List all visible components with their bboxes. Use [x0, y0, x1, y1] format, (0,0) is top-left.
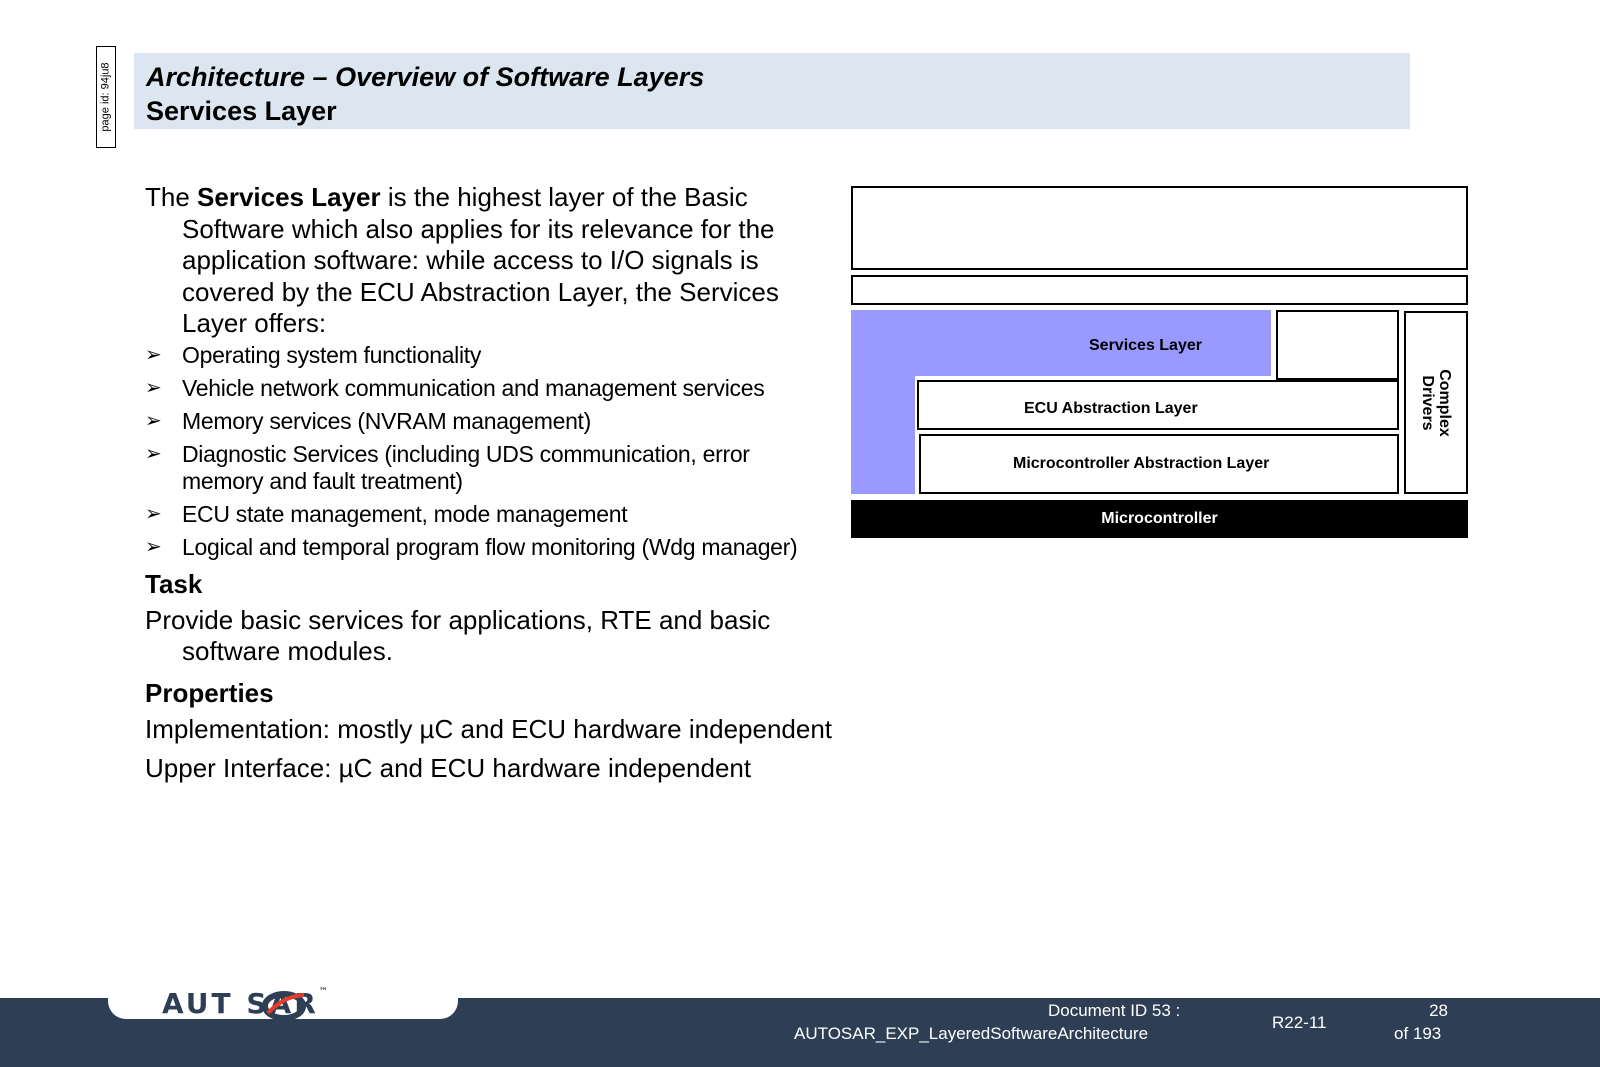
- services-layer-label: Services Layer: [1089, 337, 1202, 354]
- page-title: Architecture – Overview of Software Layers: [146, 62, 705, 92]
- task-text: Provide basic services for applications, RTE and basic software modules.: [145, 604, 771, 666]
- page-number: 28: [1429, 1001, 1448, 1020]
- doc-id-label: Document ID 53 :: [1048, 1001, 1181, 1020]
- arrow-bullet-icon: ➢: [145, 409, 162, 432]
- properties-heading: Properties: [145, 677, 274, 708]
- complex-drivers-label: Complex Drivers: [1419, 368, 1453, 437]
- services-list: [145, 342, 835, 561]
- intro-paragraph: [145, 182, 835, 340]
- arrow-bullet-icon: ➢: [145, 502, 162, 525]
- intro-rest: is the highest layer of the Basic Software which also applies for its relevance for the application software: while access to I/O signals is covered by the ECU Abstraction Layer, the Services Layer offers:: [182, 182, 779, 338]
- implementation-text: Implementation: mostly µC and ECU hardware independent: [145, 713, 833, 744]
- arrow-bullet-icon: ➢: [145, 535, 162, 558]
- trademark-mark: ™: [318, 987, 328, 997]
- page-total: of 193: [1394, 1024, 1442, 1043]
- doc-name: AUTOSAR_EXP_LayeredSoftwareArchitecture: [794, 1024, 1149, 1043]
- list-item: ➢ Operating system functionality: [145, 341, 482, 368]
- application-layer-box: [851, 186, 1468, 270]
- microcontroller-label: Microcontroller: [1101, 510, 1218, 527]
- layer-diagram: [851, 186, 1468, 538]
- autosar-logo: AUT SAR™: [162, 987, 328, 1020]
- ecu-abstraction-label: ECU Abstraction Layer: [1024, 400, 1198, 417]
- task-heading: Task: [145, 568, 203, 599]
- list-item: ➢ Vehicle network communication and management services: [145, 374, 765, 401]
- list-item: ➢ Memory services (NVRAM management): [145, 407, 592, 434]
- arrow-bullet-icon: ➢: [145, 343, 162, 366]
- logo-o-icon: [262, 991, 306, 1021]
- release-label: R22-11: [1272, 1013, 1327, 1032]
- complex-drivers-box: [1404, 311, 1468, 494]
- arrow-bullet-icon: ➢: [145, 442, 162, 465]
- upper-interface-text: Upper Interface: µC and ECU hardware independent: [145, 753, 752, 783]
- mcal-label: Microcontroller Abstraction Layer: [1013, 455, 1270, 472]
- services-layer-box: [1276, 310, 1399, 380]
- main-content: [145, 182, 835, 785]
- page-id-box: [96, 46, 116, 148]
- list-item: ➢ Diagnostic Services (including UDS communication, error memory and fault treatment): [145, 440, 750, 494]
- intro-bold: Services Layer: [197, 182, 381, 212]
- rte-box: [851, 275, 1468, 305]
- intro-prefix: The: [145, 182, 198, 212]
- page-id-label: page id: 94ju8: [100, 62, 112, 132]
- page-subtitle: Services Layer: [146, 96, 337, 126]
- list-item: ➢ ECU state management, mode management: [145, 500, 628, 527]
- arrow-bullet-icon: ➢: [145, 376, 162, 399]
- microcontroller-box: [851, 500, 1468, 538]
- list-item: ➢ Logical and temporal program flow monitoring (Wdg manager): [145, 533, 798, 560]
